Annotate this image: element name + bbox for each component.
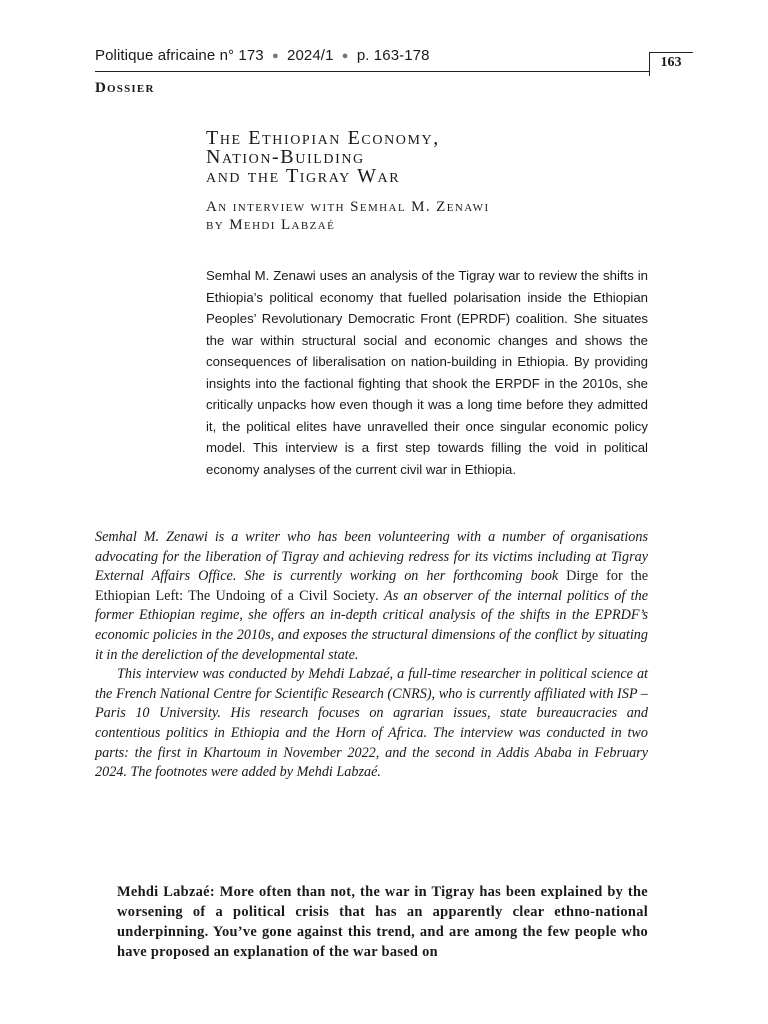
bio-paragraph: This interview was conducted by Mehdi Labzaé, a full-time researcher in political science at the French National Centre for Scientific Research (CNRS), who is currently affiliated with ISP – Paris 10 University. His research focuses on agrarian issues, state bureaucracies and contentious politics in Ethiopia and the Horn of Africa. The interview was conducted in two parts: the first in Khartoum in November 2022, and the second in Addis Ababa in February 2024. The footnotes were added by Mehdi Labzaé. — [95, 666, 648, 781]
section-label: Dossier — [95, 80, 155, 96]
page-number: 163 — [660, 55, 682, 70]
book-title: Dirge for the Ethiopian Left: The Undoing of a Civil Society — [95, 568, 648, 604]
interview-question: Mehdi Labzaé: More often than not, the war in Tigray has been explained by the worsening of a political crisis that has an apparently clear ethno-national underpinning. You’ve gone against this trend, and are among the few people who have proposed an explanation of the war based on — [117, 884, 648, 960]
subtitle-line: by Mehdi Labzaé — [206, 217, 336, 233]
separator-dot-icon: ● — [341, 50, 349, 62]
running-head — [95, 47, 430, 64]
bio-text: Semhal M. Zenawi is a writer who has been volunteering with a number of organisations advocating for the liberation of Tigray and achieving redress for its victims including at Tigray External Affairs Office. She is currently working on her forthcoming book — [95, 529, 648, 585]
article-subtitle — [206, 198, 490, 234]
subtitle-line: An interview with Semhal M. Zenawi — [206, 199, 490, 215]
header-rule — [95, 71, 650, 72]
title-line: Nation-Building — [206, 146, 365, 168]
bio-text: . As an observer of the internal politics of the former Ethiopian regime, she offers an in-depth critical analysis of the shifts in the EPRDF’s economic policies in the 2010s, and exposes the structural dimensions of the conflict by situating it in the dereliction of the developmental state. — [95, 587, 648, 663]
journal-name: Politique africaine n° 173 — [95, 47, 264, 64]
issue-number: 2024/1 — [287, 47, 334, 64]
page-range: p. 163-178 — [356, 47, 430, 64]
title-line: and the Tigray War — [206, 165, 401, 187]
contributor-bio — [95, 528, 648, 783]
article-title — [206, 129, 440, 186]
separator-dot-icon: ● — [272, 50, 279, 62]
title-line: The Ethiopian Economy, — [206, 127, 440, 149]
bio-paragraph — [95, 528, 648, 665]
abstract: Semhal M. Zenawi uses an analysis of the Tigray war to review the shifts in Ethiopia’s political economy that fuelled polarisation inside the Ethiopian Peoples’ Revolutionary Democratic Front (EPRDF) coalition. She situates the war within structural social and economic changes and shows the consequences of liberalisation on nation-building in Ethiopia. By providing insights into the factional fighting that shook the ERPDF in the 2010s, she critically unpacks how even though it was a long time before they admitted it, the political elites have unravelled their once singular economic policy model. This interview is a first step towards filling the void in political economy analyses of the current civil war in Ethiopia. — [206, 268, 648, 477]
